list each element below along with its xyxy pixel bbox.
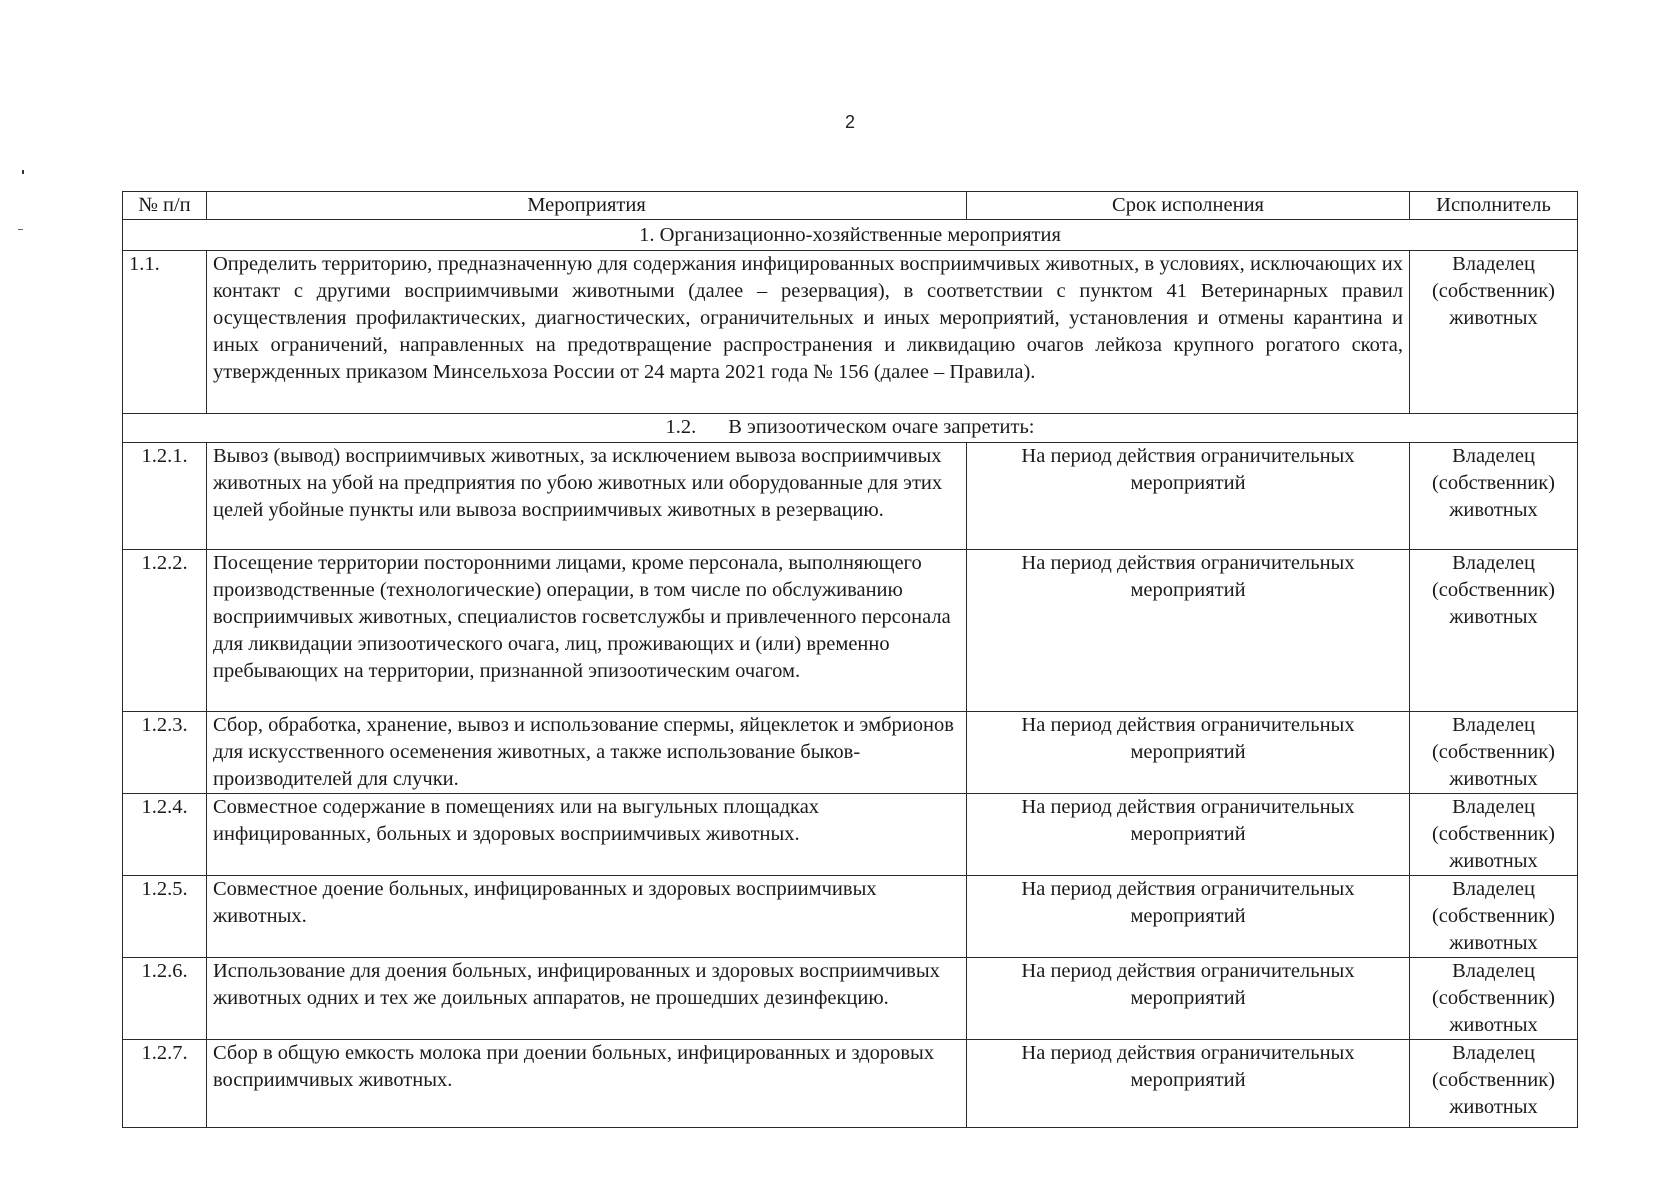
row-activity: Посещение территории посторонними лицами, кроме персонала, выполняющего производственные (технологические) операции, в том числе по обслуживанию восприимчивых животных, специалистов госветслужбы и привлеченного персонала для ликвидации эпизоотического очага, лиц, проживающих и (или) временно пребывающих на территории, признанной эпизоотическим очагом. [207, 550, 967, 712]
row-activity: Сбор, обработка, хранение, вывоз и использование спермы, яйцеклеток и эмбрионов для искусственного осеменения животных, а также использование быков-производителей для случки. [207, 712, 967, 794]
row-executor: Владелец (собственник) животных [1410, 251, 1578, 414]
row-executor: Владелец (собственник) животных [1410, 876, 1578, 958]
header-term: Срок исполнения [967, 192, 1410, 220]
row-activity: Сбор в общую емкость молока при доении больных, инфицированных и здоровых восприимчивых животных. [207, 1040, 967, 1128]
row-executor: Владелец (собственник) животных [1410, 712, 1578, 794]
table-row [123, 251, 1578, 414]
row-activity: Совместное содержание в помещениях или на выгульных площадках инфицированных, больных и здоровых восприимчивых животных. [207, 794, 967, 876]
row-term: На период действия ограничительных мероприятий [967, 1040, 1410, 1128]
page-number: 2 [844, 112, 855, 132]
table-row [123, 443, 1578, 550]
row-term: На период действия ограничительных мероприятий [967, 958, 1410, 1040]
subsection-number: 1.2. [665, 416, 697, 438]
row-activity: Определить территорию, предназначенную для содержания инфицированных восприимчивых животных, в условиях, исключающих их контакт с другими восприимчивыми животными (далее – резервация), в соответствии с пунктом 41 Ветеринарных правил осуществления профилактических, диагностических, ограничительных и иных мероприятий, установления и отмены карантина и иных ограничений, направленных на предотвращение распространения и ликвидацию очагов лейкоза крупного рогатого скота, утвержденных приказом Минсельхоза России от 24 марта 2021 года № 156 (далее – Правила). [207, 251, 1410, 414]
row-number: 1.2.6. [123, 958, 207, 1040]
header-num: № п/п [123, 192, 207, 220]
row-term: На период действия ограничительных мероприятий [967, 876, 1410, 958]
table-row [123, 958, 1578, 1040]
row-number: 1.2.7. [123, 1040, 207, 1128]
header-activity: Мероприятия [207, 192, 967, 220]
row-term: На период действия ограничительных мероприятий [967, 712, 1410, 794]
subsection-heading [123, 414, 1578, 443]
row-executor: Владелец (собственник) животных [1410, 1040, 1578, 1128]
row-number: 1.2.3. [123, 712, 207, 794]
row-executor: Владелец (собственник) животных [1410, 794, 1578, 876]
subsection-title: В эпизоотическом очаге запретить: [728, 416, 1035, 438]
row-number: 1.2.4. [123, 794, 207, 876]
row-executor: Владелец (собственник) животных [1410, 550, 1578, 712]
subsection-heading-row [123, 414, 1578, 443]
row-term: На период действия ограничительных мероприятий [967, 443, 1410, 550]
table-row [123, 1040, 1578, 1128]
table-row [123, 876, 1578, 958]
row-term: На период действия ограничительных мероприятий [967, 550, 1410, 712]
row-number: 1.2.1. [123, 443, 207, 550]
table-row [123, 550, 1578, 712]
measures-table [122, 191, 1578, 1128]
row-activity: Вывоз (вывод) восприимчивых животных, за исключением вывоза восприимчивых животных на убой на предприятия по убою животных или оборудованные для этих целей убойные пункты или вывоза восприимчивых животных в резервацию. [207, 443, 967, 550]
row-activity: Совместное доение больных, инфицированных и здоровых восприимчивых животных. [207, 876, 967, 958]
table-header-row [123, 192, 1578, 220]
scan-artifact [18, 229, 23, 230]
table-row [123, 794, 1578, 876]
row-activity: Использование для доения больных, инфицированных и здоровых восприимчивых животных одних и тех же доильных аппаратов, не прошедших дезинфекцию. [207, 958, 967, 1040]
table-row [123, 712, 1578, 794]
row-number: 1.2.2. [123, 550, 207, 712]
header-executor: Исполнитель [1410, 192, 1578, 220]
section-heading-row [123, 220, 1578, 251]
row-number: 1.2.5. [123, 876, 207, 958]
row-executor: Владелец (собственник) животных [1410, 443, 1578, 550]
scan-artifact [22, 170, 24, 174]
row-executor: Владелец (собственник) животных [1410, 958, 1578, 1040]
row-term: На период действия ограничительных мероприятий [967, 794, 1410, 876]
section-title: 1. Организационно-хозяйственные мероприятия [123, 220, 1578, 251]
row-number: 1.1. [123, 251, 207, 414]
